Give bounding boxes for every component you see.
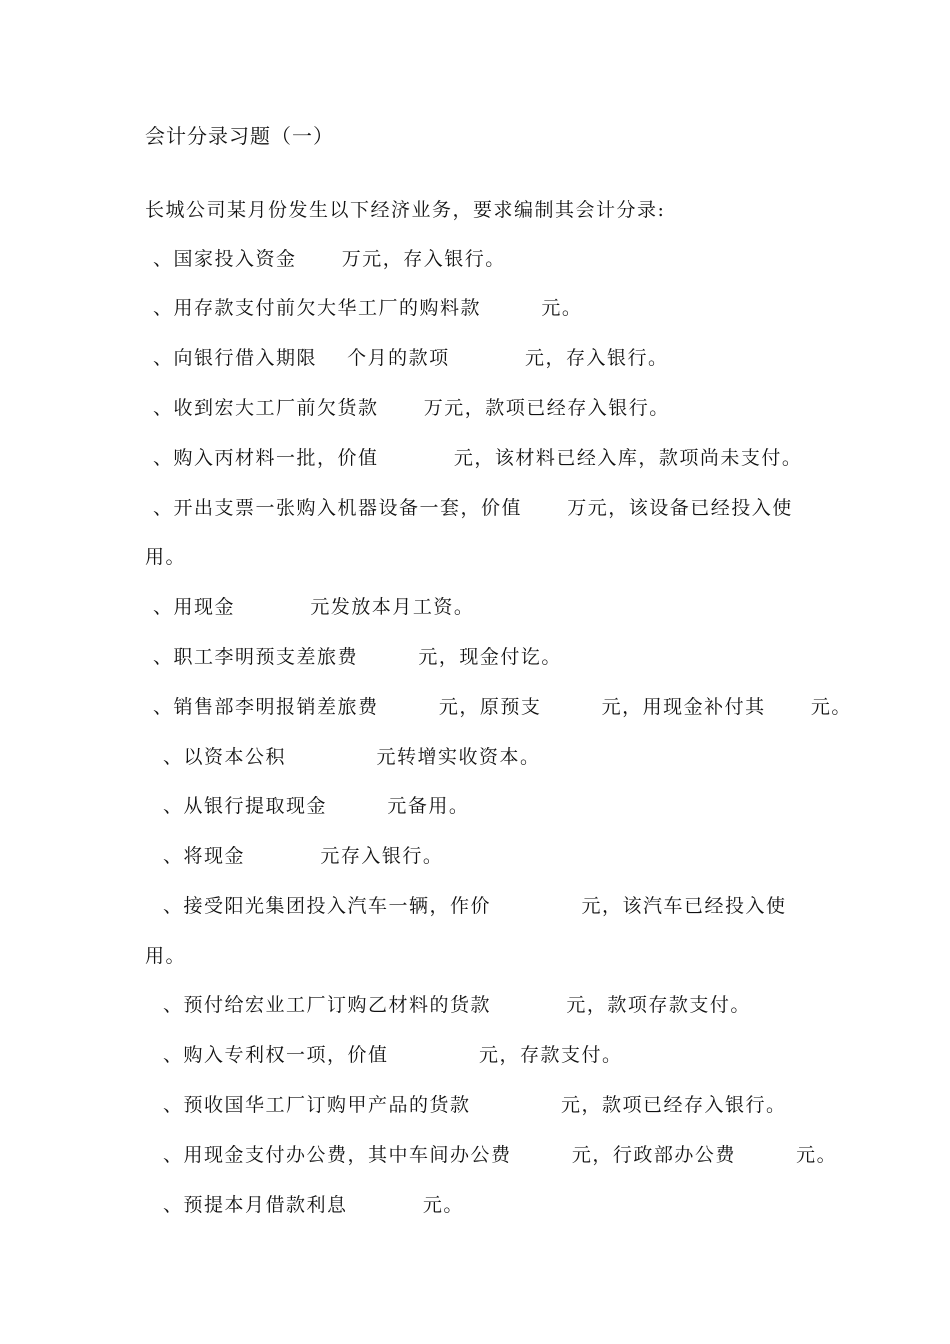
- exercise-line-15: 、购入专利权一项，价值 元，存款支付。: [163, 1044, 623, 1066]
- exercise-line-12: 、将现金 元存入银行。: [163, 845, 444, 867]
- intro-text: 长城公司某月份发生以下经济业务，要求编制其会计分录:: [145, 199, 666, 221]
- exercise-line-6-cont: 用。: [145, 546, 187, 568]
- exercise-line-1: 、国家投入资金 万元，存入银行。: [153, 248, 506, 270]
- exercise-line-14: 、预付给宏业工厂订购乙材料的货款 元，款项存款支付。: [163, 994, 751, 1016]
- exercise-line-18: 、预提本月借款利息 元。: [163, 1194, 464, 1216]
- exercise-line-7: 、用现金 元发放本月工资。: [153, 596, 475, 618]
- exercise-line-17: 、用现金支付办公费，其中车间办公费 元，行政部办公费 元。: [163, 1144, 838, 1166]
- exercise-line-5: 、购入丙材料一批，价值 元，该材料已经入库，款项尚未支付。: [153, 447, 803, 469]
- exercise-line-10: 、以资本公积 元转增实收资本。: [163, 746, 541, 768]
- exercise-line-13-cont: 用。: [145, 945, 187, 967]
- exercise-line-8: 、职工李明预支差旅费 元，现金付讫。: [153, 646, 562, 668]
- exercise-line-16: 、预收国华工厂订购甲产品的货款 元，款项已经存入银行。: [163, 1094, 787, 1116]
- exercise-line-11: 、从银行提取现金 元备用。: [163, 795, 470, 817]
- document-title: 会计分录习题（一）: [145, 124, 334, 148]
- exercise-line-9: 、销售部李明报销差旅费 元，原预支 元，用现金补付其 元。: [153, 696, 852, 718]
- exercise-line-4: 、收到宏大工厂前欠货款 万元，款项已经存入银行。: [153, 397, 670, 419]
- exercise-line-2: 、用存款支付前欠大华工厂的购料款 元。: [153, 297, 583, 319]
- exercise-line-3: 、向银行借入期限 个月的款项 元，存入银行。: [153, 347, 669, 369]
- exercise-line-13: 、接受阳光集团投入汽车一辆，作价 元，该汽车已经投入使: [163, 895, 787, 917]
- exercise-line-6: 、开出支票一张购入机器设备一套，价值 万元，该设备已经投入使: [153, 497, 793, 519]
